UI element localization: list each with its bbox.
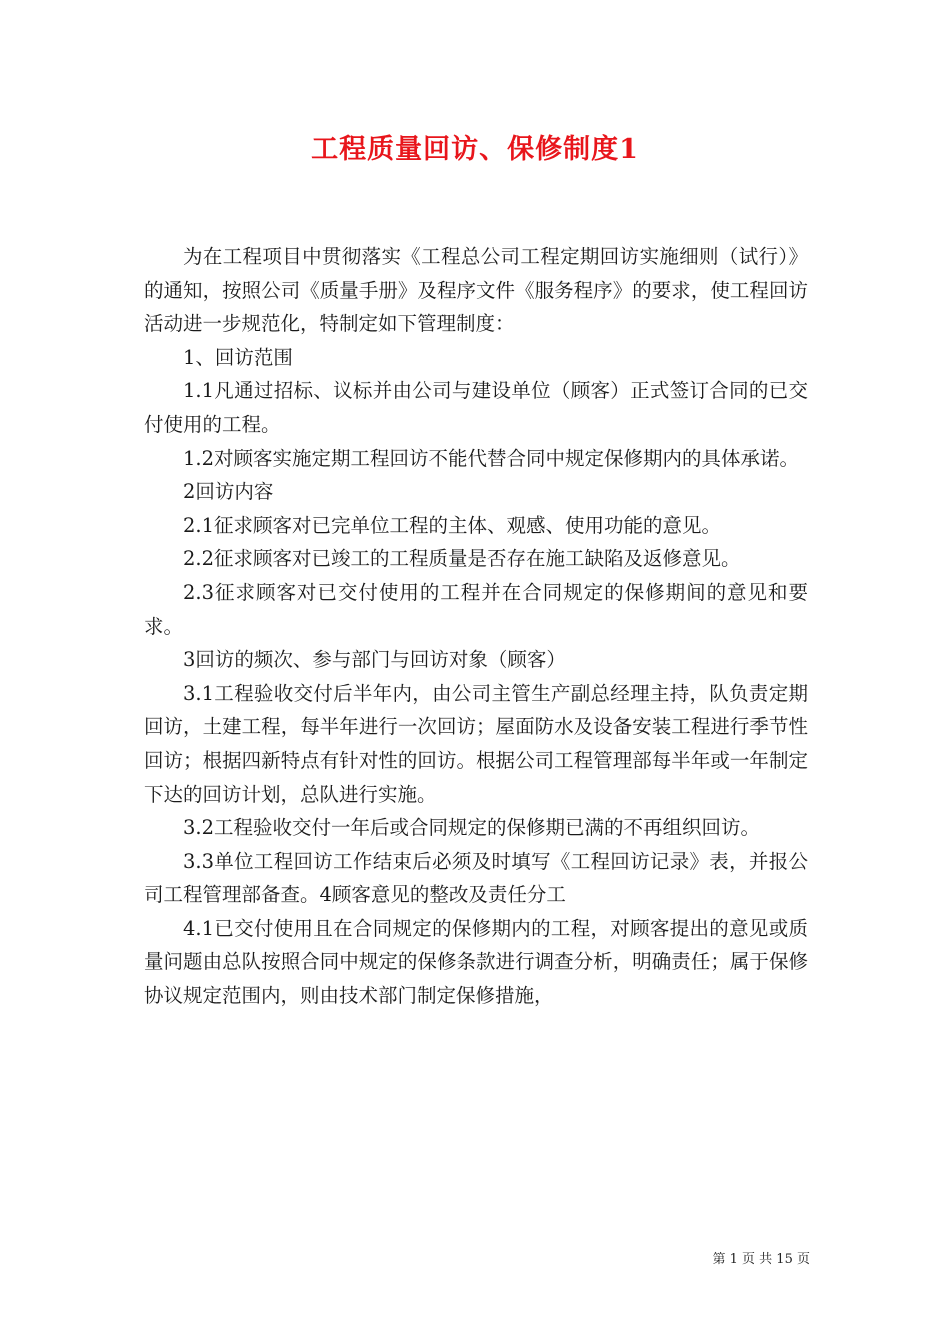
paragraph-1-1: 1.1凡通过招标、议标并由公司与建设单位（顾客）正式签订合同的已交付使用的工程。 <box>144 379 808 436</box>
footer-suffix: 页 <box>796 1252 810 1267</box>
total-page-count: 15 <box>776 1252 793 1267</box>
paragraph-2-1: 2.1征求顾客对已完单位工程的主体、观感、使用功能的意见。 <box>183 513 722 537</box>
footer-middle: 页 共 <box>742 1252 773 1267</box>
section-heading-3: 3回访的频次、参与部门与回访对象（顾客） <box>183 648 566 672</box>
paragraph-intro: 为在工程项目中贯彻落实《工程总公司工程定期回访实施细则（试行）》的通知，按照公司《质量手册》及程序文件《服务程序》的要求，使工程回访活动进一步规范化，特制定如下管理制度： <box>144 245 808 336</box>
section-heading-1: 1、回访范围 <box>183 345 293 369</box>
section-heading-2: 2回访内容 <box>183 480 274 504</box>
page-footer <box>600 1248 810 1267</box>
paragraph-3-2: 3.2工程验收交付一年后或合同规定的保修期已满的不再组织回访。 <box>183 816 761 840</box>
paragraph-3-3: 3.3单位工程回访工作结束后必须及时填写《工程回访记录》表，并报公司工程管理部备查。4顾客意见的整改及责任分工 <box>144 849 808 907</box>
page-title: 工程质量回访、保修制度1 <box>311 134 639 165</box>
paragraph-2-3: 2.3征求顾客对已交付使用的工程并在合同规定的保修期间的意见和要求。 <box>144 580 808 638</box>
paragraph-2-2: 2.2征求顾客对已竣工的工程质量是否存在施工缺陷及返修意见。 <box>183 547 741 571</box>
paragraph-3-1: 3.1工程验收交付后半年内，由公司主管生产副总经理主持，队负责定期回访，土建工程，每半年进行一次回访；屋面防水及设备安装工程进行季节性回访；根据四新特点有针对性的回访。根据公司工程管理部每半年或一年制定下达的回访计划，总队进行实施。 <box>144 681 808 806</box>
paragraph-1-2: 1.2对顾客实施定期工程回访不能代替合同中规定保修期内的具体承诺。 <box>183 446 800 470</box>
document-body <box>144 240 808 1013</box>
footer-prefix: 第 <box>712 1252 726 1267</box>
current-page-number: 1 <box>729 1252 738 1267</box>
paragraph-4-1: 4.1已交付使用且在合同规定的保修期内的工程，对顾客提出的意见或质量问题由总队按照合同中规定的保修条款进行调查分析，明确责任；属于保修协议规定范围内，则由技术部门制定保修措施， <box>144 916 808 1008</box>
